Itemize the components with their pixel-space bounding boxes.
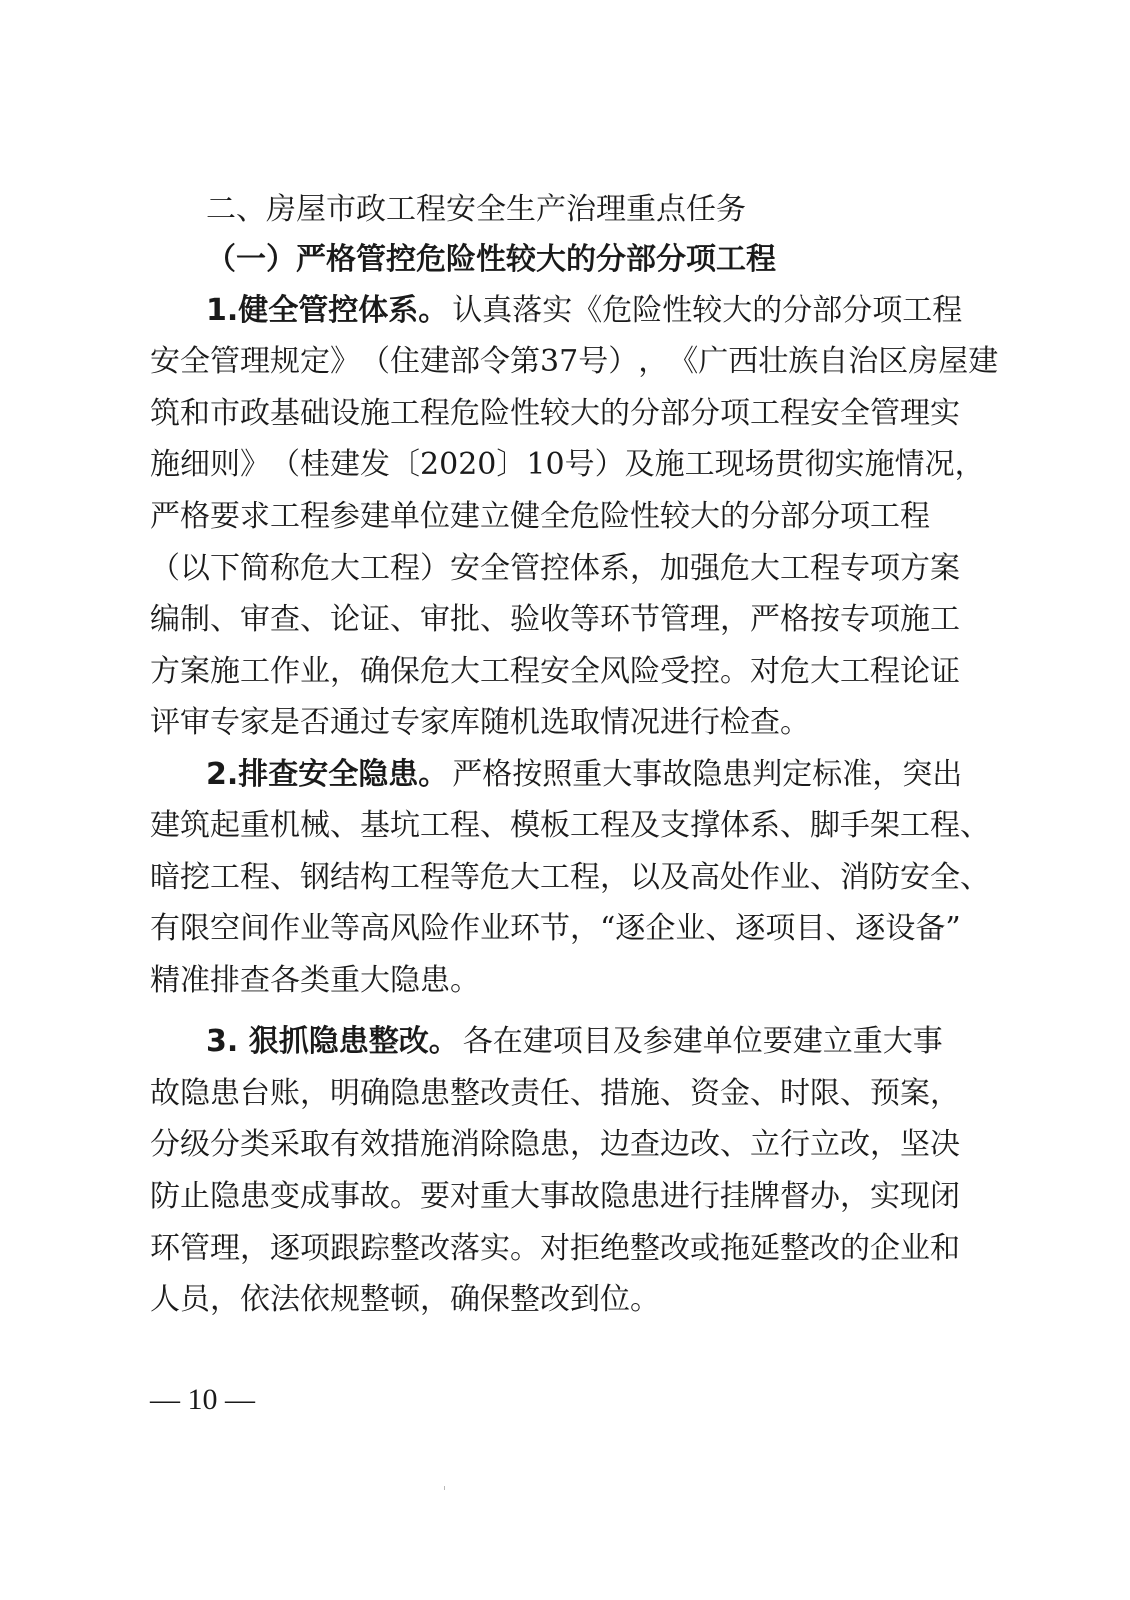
item1-line: 评审专家是否通过专家库随机选取情况进行检查。 xyxy=(150,705,810,740)
item1-line: （ 以 下 简 称 危 大 工 程 ） 安 全 管 控 体 系 ， 加 强 危 大 工 程 专 项 方 案 xyxy=(150,551,960,586)
item3-title: 3. 狠抓隐患整改。 xyxy=(206,1024,459,1059)
item1-line: 安 全 管 理 规 定 》 （ 住 建 部 令 第 3 7 号 ） ， 《 广 西 壮 族 自 治 区 房 屋 建 xyxy=(150,344,999,379)
item3-line-1: 各 在 建 项 目 及 参 建 单 位 要 建 立 重 大 事 xyxy=(462,1024,943,1059)
item2-line: 暗 挖 工 程 、 钢 结 构 工 程 等 危 大 工 程 ， 以 及 高 处 作 业 、 消 防 安 全 、 xyxy=(150,860,990,895)
item3-line: 环 管 理 ， 逐 项 跟 踪 整 改 落 实 。 对 拒 绝 整 改 或 拖 延 整 改 的 企 业 和 xyxy=(150,1231,960,1266)
item2-title: 2.排查安全隐患。 xyxy=(206,757,449,792)
item1-line: 方 案 施 工 作 业 ， 确 保 危 大 工 程 安 全 风 险 受 控 。 对 危 大 工 程 论 证 xyxy=(150,654,960,689)
item1-line: 编 制 、 审 查 、 论 证 、 审 批 、 验 收 等 环 节 管 理 ， 严 格 按 专 项 施 工 xyxy=(150,602,960,637)
item3-line: 人员，依法依规整顿，确保整改到位。 xyxy=(150,1282,660,1317)
item1-line-1: 认 真 落 实 《 危 险 性 较 大 的 分 部 分 项 工 程 xyxy=(452,293,963,328)
item3-first-line xyxy=(206,1022,943,1062)
item1-title: 1.健全管控体系。 xyxy=(206,293,449,328)
item1-line: 筑 和 市 政 基 础 设 施 工 程 危 险 性 较 大 的 分 部 分 项 工 程 安 全 管 理 实 xyxy=(150,396,960,431)
item2-first-line xyxy=(206,755,963,795)
item2-line: 建 筑 起 重 机 械 、 基 坑 工 程 、 模 板 工 程 及 支 撑 体 系 、 脚 手 架 工 程 、 xyxy=(150,808,990,843)
item2-line: 有 限 空 间 作 业 等 高 风 险 作 业 环 节 ， “ 逐 企 业 、 逐 项 目 、 逐 设 备 ” xyxy=(150,911,961,946)
item3-line: 分 级 分 类 采 取 有 效 措 施 消 除 隐 患 ， 边 查 边 改 、 立 行 立 改 ， 坚 决 xyxy=(150,1127,960,1162)
item3-line: 防 止 隐 患 变 成 事 故 。 要 对 重 大 事 故 隐 患 进 行 挂 牌 督 办 ， 实 现 闭 xyxy=(150,1179,960,1214)
section-heading: 二、房屋市政工程安全生产治理重点任务 xyxy=(206,192,746,227)
item1-line: 施 细 则 》 （ 桂 建 发 〔 2 0 2 0 〕 1 0 号 ） 及 施 工 现 场 贯 彻 实 施 情 况 ， xyxy=(150,447,985,482)
item2-line-1: 严 格 按 照 重 大 事 故 隐 患 判 定 标 准 ， 突 出 xyxy=(452,757,963,792)
item2-line: 精准排查各类重大隐患。 xyxy=(150,963,480,998)
subsection-heading: （ 一 ） 严 格 管 控 危 险 性 较 大 的 分 部 分 项 工 程 xyxy=(206,242,776,277)
scan-speck xyxy=(444,1486,445,1490)
item1-first-line xyxy=(206,291,963,331)
page-number: — 10 — xyxy=(150,1383,255,1416)
item3-line: 故 隐 患 台 账 ， 明 确 隐 患 整 改 责 任 、 措 施 、 资 金 、 时 限 、 预 案 ， xyxy=(150,1076,960,1111)
item1-line: 严 格 要 求 工 程 参 建 单 位 建 立 健 全 危 险 性 较 大 的 分 部 分 项 工 程 xyxy=(150,499,930,534)
